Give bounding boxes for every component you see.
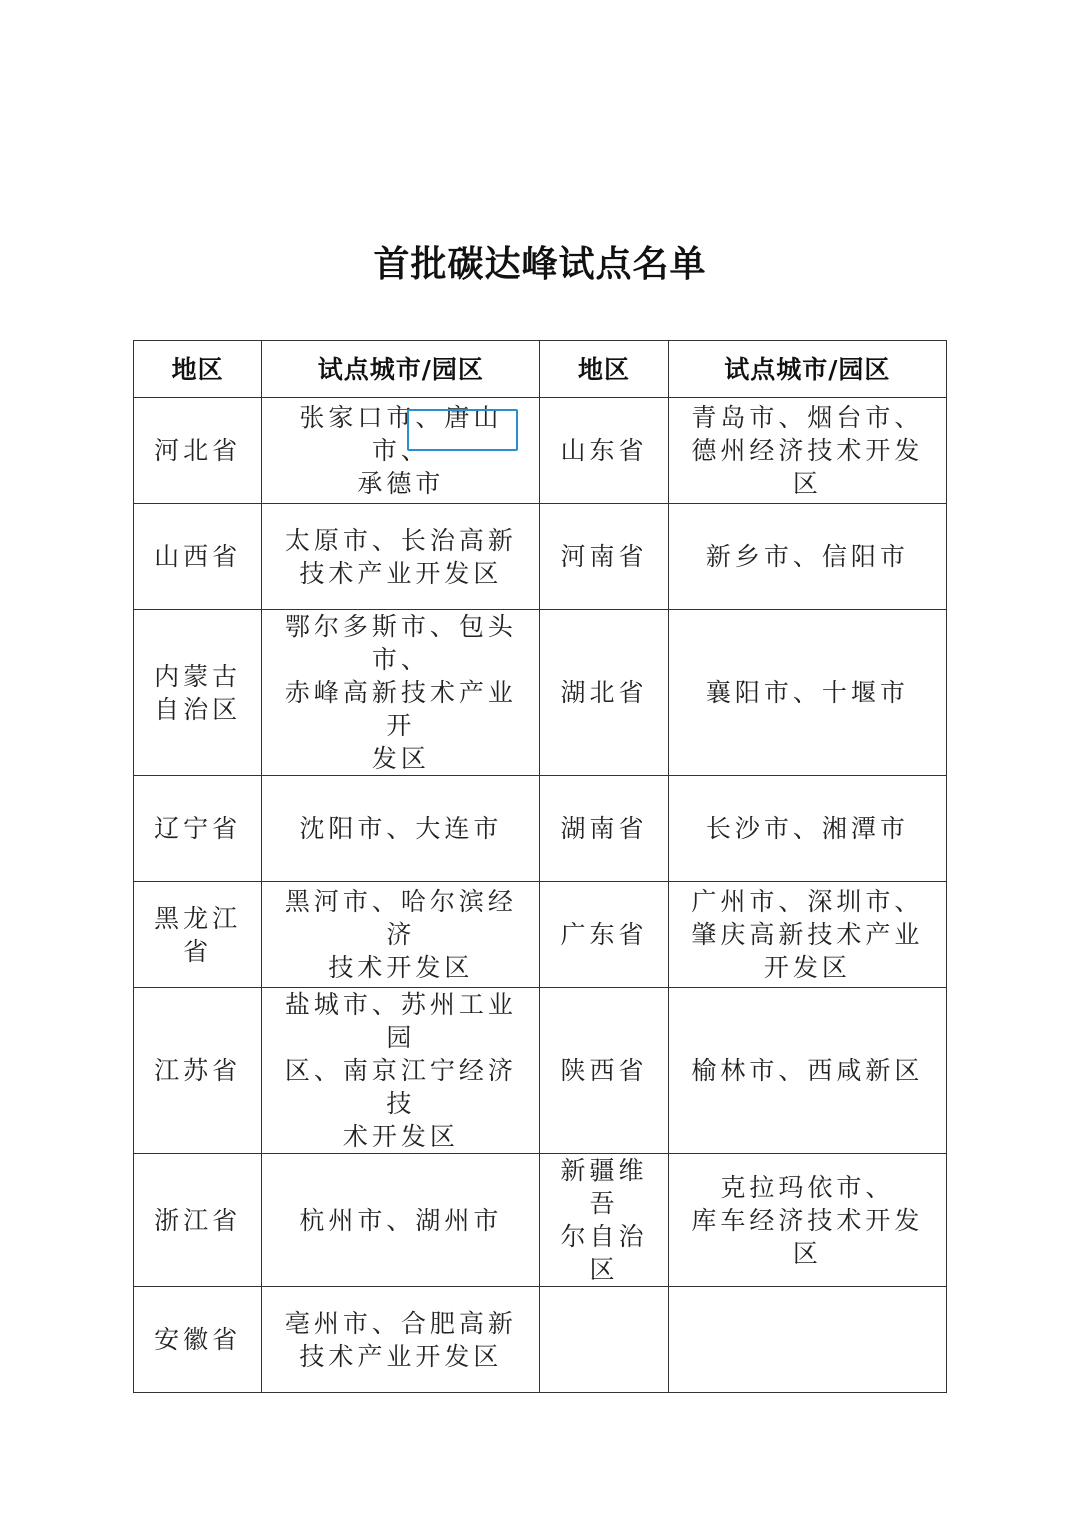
cities-cell: 长沙市、湘潭市 <box>668 776 946 882</box>
table-row <box>134 504 947 610</box>
cities-cell: 黑河市、哈尔滨经济 技术开发区 <box>262 882 540 988</box>
pilot-list-table <box>133 340 947 1393</box>
cities-cell: 青岛市、烟台市、 德州经济技术开发区 <box>668 398 946 504</box>
cities-cell: 亳州市、合肥高新 技术产业开发区 <box>262 1287 540 1393</box>
region-cell: 山东省 <box>540 398 668 504</box>
cities-cell: 沈阳市、大连市 <box>262 776 540 882</box>
cities-cell: 张家口市、唐山市、 承德市 <box>262 398 540 504</box>
region-cell: 河北省 <box>134 398 262 504</box>
region-cell: 安徽省 <box>134 1287 262 1393</box>
table-row <box>134 1154 947 1287</box>
cities-cell: 新乡市、信阳市 <box>668 504 946 610</box>
table-row <box>134 398 947 504</box>
cities-cell: 襄阳市、十堰市 <box>668 610 946 776</box>
header-region-right: 地区 <box>540 341 668 398</box>
table-row <box>134 610 947 776</box>
table-header-row <box>134 341 947 398</box>
region-cell: 湖南省 <box>540 776 668 882</box>
cities-cell: 榆林市、西咸新区 <box>668 988 946 1154</box>
region-cell: 江苏省 <box>134 988 262 1154</box>
cities-cell: 杭州市、湖州市 <box>262 1154 540 1287</box>
cities-cell: 盐城市、苏州工业园 区、南京江宁经济技 术开发区 <box>262 988 540 1154</box>
page-title: 首批碳达峰试点名单 <box>373 244 707 285</box>
cities-cell: 广州市、深圳市、 肇庆高新技术产业 开发区 <box>668 882 946 988</box>
table-row <box>134 1287 947 1393</box>
region-cell: 辽宁省 <box>134 776 262 882</box>
cities-cell: 鄂尔多斯市、包头市、 赤峰高新技术产业开 发区 <box>262 610 540 776</box>
cities-cell: 太原市、长治高新 技术产业开发区 <box>262 504 540 610</box>
table-row <box>134 776 947 882</box>
region-cell: 湖北省 <box>540 610 668 776</box>
header-cities-right: 试点城市/园区 <box>668 341 946 398</box>
region-cell: 新疆维吾 尔自治区 <box>540 1154 668 1287</box>
header-cities-left: 试点城市/园区 <box>262 341 540 398</box>
region-cell: 陕西省 <box>540 988 668 1154</box>
region-cell: 黑龙江省 <box>134 882 262 988</box>
cities-cell: 克拉玛依市、 库车经济技术开发区 <box>668 1154 946 1287</box>
table-row <box>134 882 947 988</box>
empty-region-cell <box>540 1287 668 1393</box>
header-region-left: 地区 <box>134 341 262 398</box>
region-cell: 广东省 <box>540 882 668 988</box>
region-cell: 河南省 <box>540 504 668 610</box>
region-cell: 内蒙古 自治区 <box>134 610 262 776</box>
empty-cities-cell <box>668 1287 946 1393</box>
table-row <box>134 988 947 1154</box>
region-cell: 山西省 <box>134 504 262 610</box>
region-cell: 浙江省 <box>134 1154 262 1287</box>
